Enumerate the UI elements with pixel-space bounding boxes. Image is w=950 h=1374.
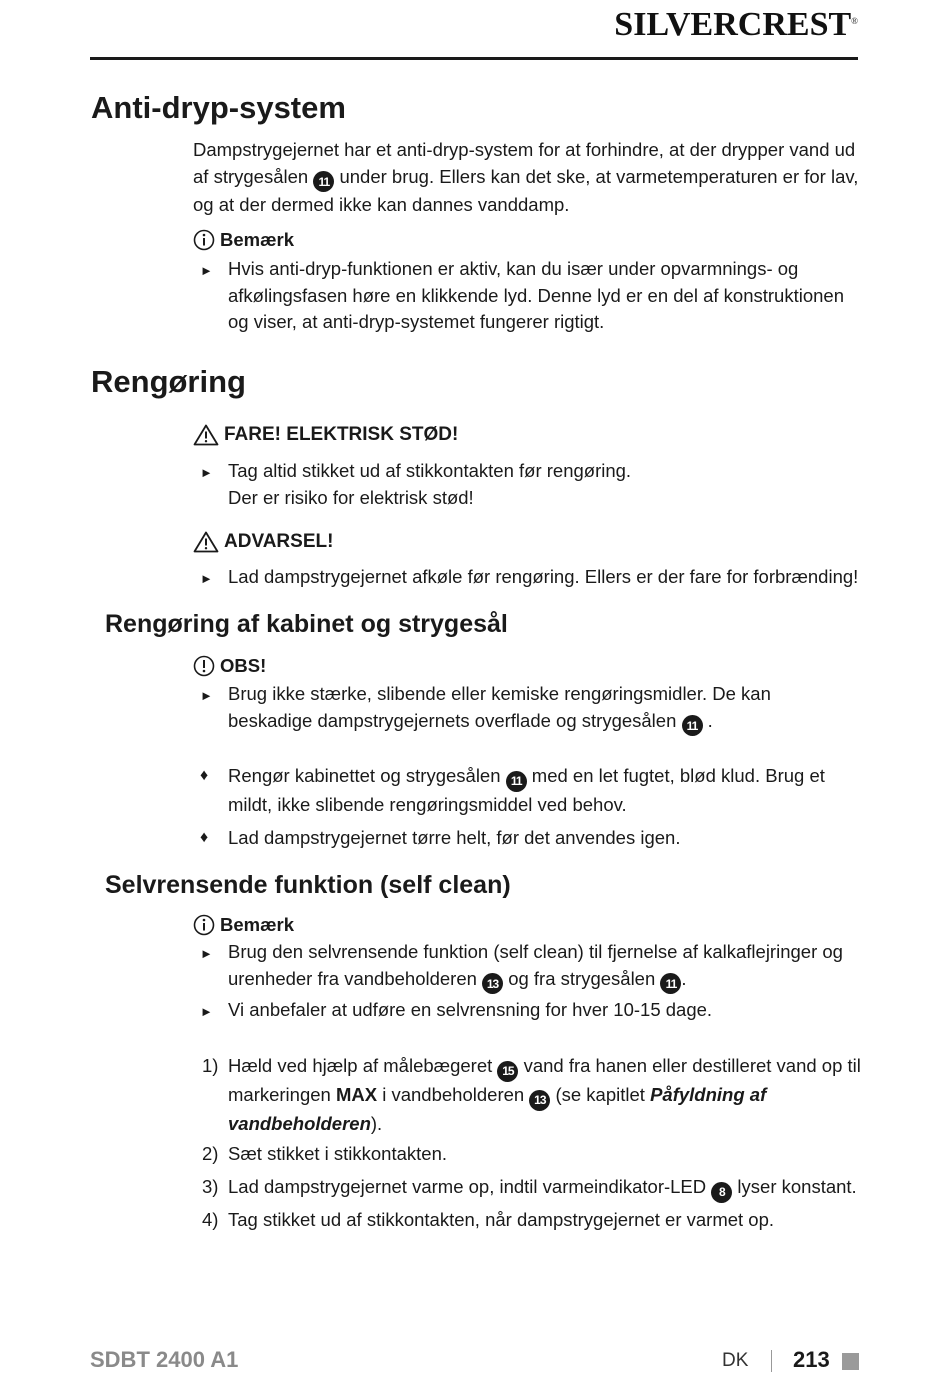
note-bullet: ► Brug den selvrensende funktion (self clean) til fjernelse af kalkaflejringer og urenheder fra vandbeholderen 13 og fra strygesålen 11 . — [200, 939, 860, 994]
obs-bullet: ► Brug ikke stærke, slibende eller kemiske rengøringsmidler. De kan beskadige dampstrygejernets overflade og strygesålen 11 . — [200, 681, 860, 736]
note-heading: Bemærk — [193, 914, 294, 936]
step-item: 2) Sæt stikket i stikkontakten. — [202, 1143, 448, 1164]
anti-drip-paragraph: Dampstrygejernet har et anti-dryp-system for at forhindre, at der drypper vand ud af strygesålen 11 under brug. Ellers kan det ske, at varmetemperaturen er for lav, og at der dermed ikke kan dannes vanddamp. — [193, 139, 859, 216]
warning-triangle-icon — [193, 424, 219, 446]
brand-crest: CREST — [737, 6, 852, 43]
part-number-badge: 13 — [529, 1090, 550, 1111]
list-item: ♦ Rengør kabinettet og strygesålen 11 med en let fugtet, blød klud. Brug et mildt, ikke slibende rengøringsmiddel ved behov. — [200, 763, 860, 818]
warning-bullet: ► Lad dampstrygejernet afkøle før rengøring. Ellers er der fare for forbrænding! — [200, 564, 860, 593]
warning-triangle-icon — [193, 531, 219, 553]
note-bullet: ► Vi anbefaler at udføre en selvrensning for hver 10-15 dage. — [200, 997, 860, 1026]
note-bullet: ► Hvis anti-dryp-funktionen er aktiv, kan du især under opvarmnings- og afkølingsfasen høre en klikkende lyd. Denne lyd er en del af konstruktionen og viser, at anti-dryp-systemet fungerer rigtigt. — [200, 256, 860, 336]
obs-heading: OBS! — [193, 655, 266, 677]
footer-model-number: SDBT 2400 A1 — [90, 1347, 239, 1372]
part-number-badge: 15 — [497, 1061, 518, 1082]
arrow-bullet-icon: ► — [200, 688, 213, 703]
brand-silver: SILVER — [614, 6, 738, 43]
chapter-reference: Påfyldning af vandbeholderen — [228, 1083, 767, 1134]
list-item: ♦ Lad dampstrygejernet tørre helt, før det anvendes igen. — [200, 825, 860, 852]
danger-heading: FARE! ELEKTRISK STØD! — [193, 424, 458, 446]
info-icon — [193, 229, 215, 251]
info-icon — [193, 914, 215, 936]
heading-cabinet-cleaning: Rengøring af kabinet og strygesål — [105, 610, 508, 638]
arrow-bullet-icon: ► — [200, 263, 213, 278]
part-number-badge: 13 — [482, 973, 503, 994]
part-number-badge: 11 — [506, 771, 527, 792]
page-number: 213 — [793, 1347, 830, 1372]
arrow-bullet-icon: ► — [200, 465, 213, 480]
step-item: 1) Hæld ved hjælp af målebægeret 15 vand fra hanen eller destilleret vand op til markeringen MAX i vandbeholderen 13 (se kapitlet Påfyldning af vandbeholderen). — [202, 1055, 861, 1134]
arrow-bullet-icon: ► — [200, 571, 213, 586]
registered-mark: ® — [851, 16, 858, 26]
part-number-badge: 11 — [313, 171, 334, 192]
heading-anti-drip: Anti-dryp-system — [91, 90, 346, 125]
diamond-bullet-icon: ♦ — [200, 829, 209, 846]
part-number-badge: 11 — [682, 715, 703, 736]
step-item: 3) Lad dampstrygejernet varme op, indtil varmeindikator-LED 8 lyser konstant. — [202, 1174, 862, 1203]
max-marking: MAX — [335, 1083, 378, 1105]
note-heading: Bemærk — [193, 229, 294, 251]
brand-logo — [614, 6, 858, 44]
part-number-badge: 11 — [660, 973, 681, 994]
step-item: 4) Tag stikket ud af stikkontakten, når dampstrygejernet er varmet op. — [202, 1209, 775, 1230]
diamond-bullet-icon: ♦ — [200, 767, 209, 784]
footer-language: DK — [722, 1350, 749, 1371]
footer-divider — [771, 1350, 772, 1372]
heading-cleaning: Rengøring — [91, 364, 246, 399]
exclamation-icon — [193, 655, 215, 677]
arrow-bullet-icon: ► — [200, 1004, 213, 1019]
warning-heading: ADVARSEL! — [193, 531, 333, 553]
part-number-badge: 8 — [711, 1182, 732, 1203]
danger-bullet: ► Tag altid stikket ud af stikkontakten før rengøring. Der er risiko for elektrisk stød! — [200, 458, 860, 511]
footer-square-icon — [842, 1353, 859, 1370]
heading-self-clean: Selvrensende funktion (self clean) — [105, 871, 511, 899]
header-rule — [90, 57, 858, 60]
arrow-bullet-icon: ► — [200, 946, 213, 961]
